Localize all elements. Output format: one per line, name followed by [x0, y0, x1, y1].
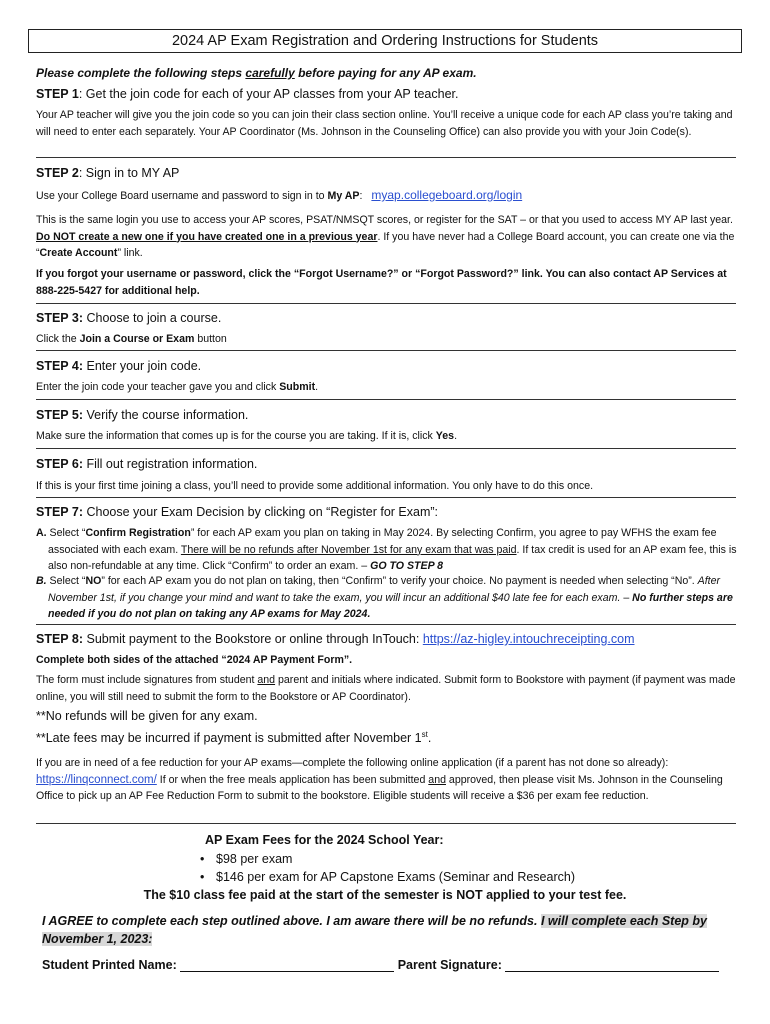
fee-item: • $98 per exam: [200, 852, 293, 866]
step2-signin-line: Use your College Board username and password to sign in to My AP: myap.collegeboard.org/login: [36, 188, 523, 202]
divider: [36, 823, 736, 824]
no-refunds-note: **No refunds will be given for any exam.: [36, 709, 258, 723]
step3-heading: STEP 3: Choose to join a course.: [36, 311, 222, 325]
payment-form-note: Complete both sides of the attached “2024 AP Payment Form”.: [36, 654, 353, 666]
step5-text: Make sure the information that comes up is for the course you are taking. If it is, click Yes.: [36, 430, 458, 442]
step4-heading: STEP 4: Enter your join code.: [36, 359, 202, 373]
step6-heading: STEP 6: Fill out registration information.: [36, 457, 258, 471]
bullet-icon: •: [200, 870, 205, 884]
myap-login-link[interactable]: myap.collegeboard.org/login: [371, 188, 523, 202]
fee-reduction-paragraph: If you are in need of a fee reduction for your AP exams—complete the following online application (if a parent has not done so already): https://linqconnect.com/ If or when the free meals application has been submitted and approved, then please visit Ms. Johnson in the Counseling Office to pick up an AP Fee Reduction Form to submit to the bookstore. Eligible students will receive a $36 per exam fee reduction.: [36, 757, 723, 802]
step6-text: If this is your first time joining a class, you’ll need to provide some additional information. You only have to do this once.: [36, 480, 594, 492]
signature-row: Student Printed Name: Parent Signature:: [42, 957, 742, 972]
step3-text: Click the Join a Course or Exam button: [36, 333, 227, 345]
divider: [36, 399, 736, 400]
bullet-icon: •: [200, 852, 205, 866]
linqconnect-link[interactable]: https://linqconnect.com/: [36, 773, 157, 786]
form-signature-note: The form must include signatures from student and parent and initials where indicated. Submit form to Bookstore with payment (if payment was made online, you will still need to submit the form to the Bookstore or AP Coordinator).: [36, 674, 736, 703]
divider: [36, 157, 736, 158]
step7-option-a: A. Select “Confirm Registration” for each AP exam you plan on taking in May 2024. By selecting Confirm, you agree to pay WFHS the exam fee associated with each exam. There will be no refunds after November 1st for any exam that was paid. If tax credit is used for an AP exam fee, this is also non-refundable at any time. Click “Confirm” to order an exam. – GO TO STEP 8: [36, 527, 737, 572]
divider: [36, 624, 736, 625]
step7-option-b: B. Select “NO” for each AP exam you do not plan on taking, then “Confirm” to verify your choice. No payment is needed when selecting “No”. After November 1st, if you change your mind and want to take the exam, you will incur an additional $40 late fee for each exam. – No further steps are needed if you do not plan on taking any AP exams for May 2024.: [36, 575, 733, 620]
divider: [36, 448, 736, 449]
page-title: 2024 AP Exam Registration and Ordering Instructions for Students: [28, 29, 742, 53]
intro-instruction: Please complete the following steps carefully before paying for any AP exam.: [36, 66, 477, 80]
student-name-field[interactable]: [180, 957, 394, 972]
step1-heading: STEP 1: Get the join code for each of your AP classes from your AP teacher.: [36, 87, 459, 101]
step7-heading: STEP 7: Choose your Exam Decision by clicking on “Register for Exam”:: [36, 505, 439, 519]
step1-text: Your AP teacher will give you the join code so you can join their class section online. You’ll receive a unique code for each AP class you’re taking and will need to enter each separately. Your AP Coordinator (Ms. Johnson in the Counseling Office) can also provide you with your Join Code(s).: [36, 109, 733, 138]
class-fee-note: The $10 class fee paid at the start of the semester is NOT applied to your test fee.: [143, 888, 627, 902]
agreement-statement: I AGREE to complete each step outlined above. I am aware there will be no refunds. I will complete each Step by November 1, 2023:: [42, 914, 707, 946]
divider: [36, 350, 736, 351]
step8-heading: STEP 8: Submit payment to the Bookstore or online through InTouch: https://az-higley.intouchreceipting.com: [36, 632, 635, 646]
step2-forgot-help: If you forgot your username or password, click the “Forgot Username?” or “Forgot Password?” link. You can also contact AP Services at 888-225-5427 for additional help.: [36, 268, 727, 297]
divider: [36, 497, 736, 498]
step5-heading: STEP 5: Verify the course information.: [36, 408, 249, 422]
parent-signature-field[interactable]: [505, 957, 719, 972]
step2-login-paragraph: This is the same login you use to access your AP scores, PSAT/NMSQT scores, or register for the SAT – or that you used to access MY AP last year. Do NOT create a new one if you have created one in a previous year. If you have never had a College Board account, you can create one via the “Create Account” link.: [36, 214, 735, 259]
fee-item: • $146 per exam for AP Capstone Exams (Seminar and Research): [200, 870, 575, 884]
fees-heading: AP Exam Fees for the 2024 School Year:: [205, 833, 444, 847]
step2-heading: STEP 2: Sign in to MY AP: [36, 166, 180, 180]
late-fee-note: **Late fees may be incurred if payment is submitted after November 1st.: [36, 730, 432, 746]
intouch-payment-link[interactable]: https://az-higley.intouchreceipting.com: [422, 632, 635, 646]
divider: [36, 303, 736, 304]
step4-text: Enter the join code your teacher gave you and click Submit.: [36, 381, 319, 393]
